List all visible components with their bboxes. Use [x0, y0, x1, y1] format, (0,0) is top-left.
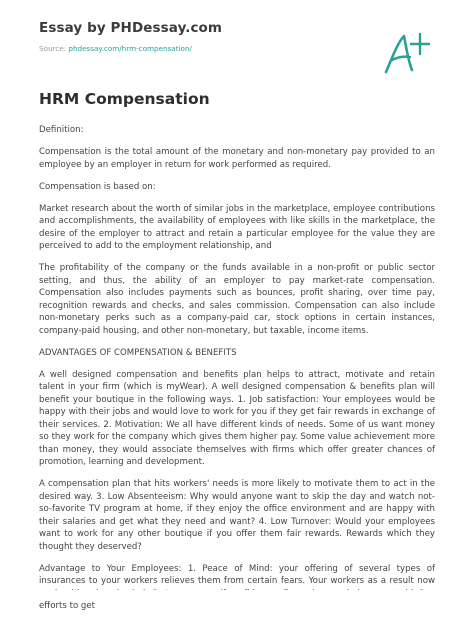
paragraph-compensation-plan: A compensation plan that hits workers' needs is more likely to motivate them to act in the desired way. 3. Low Absenteeism: Why would anyone want to skip the day and watch not-so-favorite TV program at home, if they enjoy the office environment and are happy with their salaries and get what they need and want? 4. Low Turnover: Would your employees want to work for any other boutique if you offer them fair rewards. Rewards which they thought they deserved?: [39, 479, 435, 552]
paragraph-employee-advantages: Advantage to Your Employees: 1. Peace of Mind: your offering of several types of insurances to your workers relieves them from certain fears. Your workers as a result now efforts to get: [39, 563, 435, 611]
source-label: Source:: [39, 44, 67, 53]
page-bottom-edge: [0, 590, 474, 600]
essay-body: [39, 124, 435, 622]
source-line: [39, 44, 439, 53]
a-plus-logo-icon: [380, 30, 436, 76]
source-link[interactable]: phdessay.com/hrm-compensation/: [68, 44, 192, 53]
essay-header: [39, 20, 439, 53]
paragraph-benefits-plan: A well designed compensation and benefits plan helps to attract, motivate and retain talent in your firm (which is myWear). A well designed compensation & benefits plan will benefit your boutique in the following ways. 1. Job satisfaction: Your employees would be happy with their jobs and would love to work for you if they get fair rewards in exchange of their services. 2. Motivation: We all have different kinds of needs. Some of us want money so they work for the company which gives them higher pay. Some value achievement more than money, they would associate themselves with firms which offer greater chances of promotion, learning and development.: [39, 369, 435, 467]
paragraph-definition-label: Definition:: [39, 125, 84, 135]
section-heading-advantages: ADVANTAGES OF COMPENSATION & BENEFITS: [39, 347, 237, 358]
paragraph-market-research: Market research about the worth of similar jobs in the marketplace, employee contributions and accomplishments, the availability of employees with like skills in the marketplace, the desire of the employer to attract and retain a particular employee for the value they are perceived to add to the employment relationship, and: [39, 203, 435, 251]
paragraph-based-on-label: Compensation is based on:: [39, 181, 156, 192]
page-title: HRM Compensation: [39, 90, 210, 108]
site-title[interactable]: Essay by PHDessay.com: [39, 20, 223, 36]
paragraph-profitability: The profitability of the company or the funds available in a non-profit or public sector setting, and thus, the ability of an employer to pay market-rate compensation. Compensation also includes payments such as bounces, profit sharing, over time pay, recognition rewards and checks, and sales commission. Compensation can also include non-monetary perks such as a company-paid car, stock options in certain instances, company-paid housing, and other non-monetary, but taxable, income items.: [39, 263, 435, 336]
paragraph-definition: Compensation is the total amount of the monetary and non-monetary pay provided to an employee by an employer in return for work performed as required.: [39, 147, 435, 170]
